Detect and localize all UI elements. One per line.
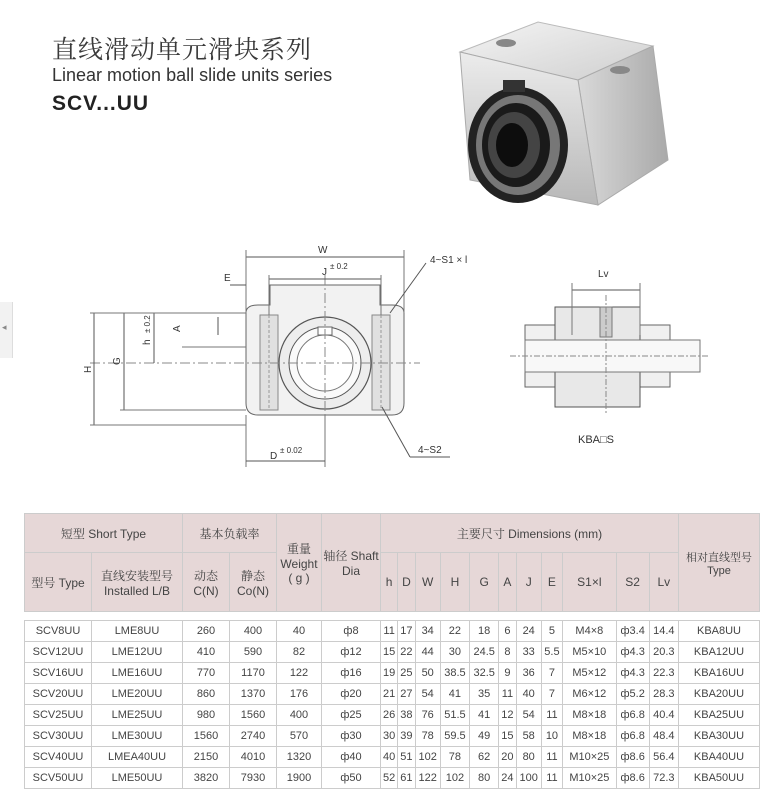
table-cell: 78 [415, 726, 440, 747]
table-cell: 38 [398, 705, 415, 726]
dim-col-header: Lv [649, 553, 678, 612]
table-cell: 30 [381, 726, 398, 747]
table-cell: 58 [516, 726, 541, 747]
table-cell: 19 [381, 663, 398, 684]
load-rating-header: 基本负载率 [183, 514, 277, 553]
table-cell: 122 [415, 768, 440, 789]
dim-d-tol: ± 0.02 [280, 446, 303, 455]
table-cell: ф4.3 [616, 663, 649, 684]
table-cell: M6×12 [563, 684, 617, 705]
table-cell: 48.4 [649, 726, 678, 747]
table-cell: 28.3 [649, 684, 678, 705]
table-cell: 2740 [230, 726, 277, 747]
table-cell: 54 [516, 705, 541, 726]
table-cell: 52 [381, 768, 398, 789]
table-cell: 62 [470, 747, 499, 768]
table-cell: 14.4 [649, 621, 678, 642]
table-cell: 80 [470, 768, 499, 789]
table-cell: LMEA40UU [92, 747, 183, 768]
table-cell: 35 [470, 684, 499, 705]
table-cell: M4×8 [563, 621, 617, 642]
table-cell: 76 [415, 705, 440, 726]
dim-s2-label: 4~S2 [418, 445, 442, 456]
table-cell: 1370 [230, 684, 277, 705]
table-cell: 8 [499, 642, 516, 663]
spec-table [24, 513, 760, 789]
table-cell: ф25 [322, 705, 381, 726]
table-cell: 11 [541, 705, 562, 726]
dim-g-label: G [112, 357, 123, 365]
table-cell: 24 [516, 621, 541, 642]
dim-col-header: S1×l [563, 553, 617, 612]
table-row [25, 621, 760, 642]
kba-label: KBA□S [578, 434, 614, 446]
dim-h-tol: ± 0.2 [143, 315, 152, 333]
dimension-drawing [70, 235, 710, 480]
table-cell: KBA20UU [679, 684, 760, 705]
related-type-header: 相对直线型号 Type [679, 514, 760, 612]
table-cell: 10 [541, 726, 562, 747]
table-cell: 24 [499, 768, 516, 789]
table-header-row-1 [25, 514, 760, 553]
table-cell: LME20UU [92, 684, 183, 705]
table-cell: 41 [470, 705, 499, 726]
table-cell: LME16UU [92, 663, 183, 684]
dim-e-label: E [224, 273, 231, 284]
table-cell: 78 [440, 747, 469, 768]
table-cell: SCV40UU [25, 747, 92, 768]
table-cell: 1900 [277, 768, 322, 789]
table-cell: 39 [398, 726, 415, 747]
table-cell: 54 [415, 684, 440, 705]
dim-col-header: D [398, 553, 415, 612]
table-cell: ф8 [322, 621, 381, 642]
table-cell: SCV8UU [25, 621, 92, 642]
table-row [25, 705, 760, 726]
table-cell: 41 [440, 684, 469, 705]
table-cell: ф3.4 [616, 621, 649, 642]
table-cell: 11 [541, 768, 562, 789]
dim-col-header: E [541, 553, 562, 612]
table-cell: 122 [277, 663, 322, 684]
table-cell: 40 [516, 684, 541, 705]
table-cell: 40 [277, 621, 322, 642]
table-cell: 860 [183, 684, 230, 705]
table-cell: 51 [398, 747, 415, 768]
table-cell: 17 [398, 621, 415, 642]
table-cell: 102 [440, 768, 469, 789]
table-cell: 7 [541, 684, 562, 705]
table-cell: 34 [415, 621, 440, 642]
short-type-header: 短型 Short Type [25, 514, 183, 553]
table-cell: 2150 [183, 747, 230, 768]
table-cell: 7 [541, 663, 562, 684]
title-chinese: 直线滑动单元滑块系列 [52, 35, 313, 64]
dimensions-header: 主要尺寸 Dimensions (mm) [381, 514, 679, 553]
table-cell: 26 [381, 705, 398, 726]
table-row [25, 642, 760, 663]
left-scroll-tab[interactable] [0, 302, 13, 358]
weight-header: 重量 Weight ( g ) [277, 514, 322, 612]
table-cell: 260 [183, 621, 230, 642]
product-photo [448, 10, 688, 225]
table-cell: SCV20UU [25, 684, 92, 705]
table-row [25, 768, 760, 789]
table-cell: LME50UU [92, 768, 183, 789]
table-cell: 18 [470, 621, 499, 642]
table-cell: 1560 [183, 726, 230, 747]
table-cell: 33 [516, 642, 541, 663]
table-cell: ф16 [322, 663, 381, 684]
table-cell: 40 [381, 747, 398, 768]
installed-header: 直线安装型号 Installed L/B [92, 553, 183, 612]
table-cell: 61 [398, 768, 415, 789]
table-cell: M8×18 [563, 726, 617, 747]
table-cell: KBA50UU [679, 768, 760, 789]
table-cell: 22.3 [649, 663, 678, 684]
table-cell: KBA12UU [679, 642, 760, 663]
table-cell: 25 [398, 663, 415, 684]
table-cell: SCV30UU [25, 726, 92, 747]
table-cell: 38.5 [440, 663, 469, 684]
table-cell: SCV25UU [25, 705, 92, 726]
table-cell: 50 [415, 663, 440, 684]
table-cell: 11 [499, 684, 516, 705]
table-cell: LME25UU [92, 705, 183, 726]
table-cell: 40.4 [649, 705, 678, 726]
table-cell: 59.5 [440, 726, 469, 747]
table-cell: ф50 [322, 768, 381, 789]
table-row [25, 684, 760, 705]
table-cell: SCV16UU [25, 663, 92, 684]
table-cell: LME30UU [92, 726, 183, 747]
table-cell: 5.5 [541, 642, 562, 663]
dim-col-header: G [470, 553, 499, 612]
dim-col-header: h [381, 553, 398, 612]
table-cell: 1170 [230, 663, 277, 684]
dim-j-label: J [322, 267, 327, 278]
table-cell: 6 [499, 621, 516, 642]
table-cell: 5 [541, 621, 562, 642]
table-cell: M10×25 [563, 768, 617, 789]
table-cell: 410 [183, 642, 230, 663]
table-cell: M5×10 [563, 642, 617, 663]
table-cell: 1320 [277, 747, 322, 768]
table-cell: KBA16UU [679, 663, 760, 684]
table-cell: 22 [398, 642, 415, 663]
table-cell: 9 [499, 663, 516, 684]
table-header-row-2 [25, 553, 760, 612]
table-cell: 24.5 [470, 642, 499, 663]
table-cell: 15 [499, 726, 516, 747]
dim-col-header: W [415, 553, 440, 612]
table-cell: 570 [277, 726, 322, 747]
left-arrow-icon: ◂ [2, 322, 7, 332]
table-cell: 7930 [230, 768, 277, 789]
table-row [25, 726, 760, 747]
dim-j-tol: ± 0.2 [330, 262, 348, 271]
table-cell: 11 [541, 747, 562, 768]
table-cell: 400 [277, 705, 322, 726]
table-cell: KBA30UU [679, 726, 760, 747]
table-cell: 100 [516, 768, 541, 789]
dim-h-label: h [142, 339, 153, 345]
table-cell: 44 [415, 642, 440, 663]
table-cell: 22 [440, 621, 469, 642]
table-cell: 590 [230, 642, 277, 663]
table-cell: SCV50UU [25, 768, 92, 789]
table-cell: SCV12UU [25, 642, 92, 663]
table-cell: KBA8UU [679, 621, 760, 642]
table-cell: 30 [440, 642, 469, 663]
table-cell: M8×18 [563, 705, 617, 726]
table-cell: ф4.3 [616, 642, 649, 663]
dim-lv-label: Lv [598, 269, 609, 280]
table-cell: ф8.6 [616, 768, 649, 789]
table-cell: 400 [230, 621, 277, 642]
dim-col-header: S2 [616, 553, 649, 612]
table-cell: ф5.2 [616, 684, 649, 705]
table-cell: 49 [470, 726, 499, 747]
table-cell: 32.5 [470, 663, 499, 684]
dim-a-label: A [172, 325, 183, 332]
table-cell: 176 [277, 684, 322, 705]
table-cell: 80 [516, 747, 541, 768]
model-series: SCV...UU [52, 92, 150, 115]
dim-col-header: J [516, 553, 541, 612]
table-cell: 980 [183, 705, 230, 726]
table-cell: 770 [183, 663, 230, 684]
table-cell: KBA25UU [679, 705, 760, 726]
dim-col-header: H [440, 553, 469, 612]
table-cell: 102 [415, 747, 440, 768]
table-row [25, 663, 760, 684]
table-cell: 1560 [230, 705, 277, 726]
dim-w-label: W [318, 245, 328, 256]
dim-col-header: A [499, 553, 516, 612]
dim-d-label: D [270, 451, 278, 462]
table-cell: 20.3 [649, 642, 678, 663]
table-cell: M10×25 [563, 747, 617, 768]
type-header: 型号 Type [25, 553, 92, 612]
table-cell: 4010 [230, 747, 277, 768]
shaft-header: 轴径 Shaft Dia [322, 514, 381, 612]
table-cell: ф20 [322, 684, 381, 705]
dim-s1-label: 4~S1 × l [430, 255, 468, 266]
table-cell: 82 [277, 642, 322, 663]
table-cell: ф40 [322, 747, 381, 768]
table-cell: M5×12 [563, 663, 617, 684]
table-cell: ф8.6 [616, 747, 649, 768]
title-english: Linear motion ball slide units series [52, 65, 333, 85]
table-cell: LME8UU [92, 621, 183, 642]
table-cell: ф6.8 [616, 726, 649, 747]
table-cell: 51.5 [440, 705, 469, 726]
static-header: 静态 Co(N) [230, 553, 277, 612]
dim-hh-label: H [83, 365, 94, 373]
table-cell: ф12 [322, 642, 381, 663]
table-cell: KBA40UU [679, 747, 760, 768]
table-cell: 3820 [183, 768, 230, 789]
table-cell: 20 [499, 747, 516, 768]
table-row [25, 747, 760, 768]
table-cell: 21 [381, 684, 398, 705]
table-cell: 11 [381, 621, 398, 642]
dynamic-header: 动态 C(N) [183, 553, 230, 612]
table-cell: LME12UU [92, 642, 183, 663]
table-cell: 15 [381, 642, 398, 663]
table-cell: ф30 [322, 726, 381, 747]
table-cell: 56.4 [649, 747, 678, 768]
table-cell: ф6.8 [616, 705, 649, 726]
table-cell: 36 [516, 663, 541, 684]
table-cell: 72.3 [649, 768, 678, 789]
table-cell: 27 [398, 684, 415, 705]
table-cell: 12 [499, 705, 516, 726]
